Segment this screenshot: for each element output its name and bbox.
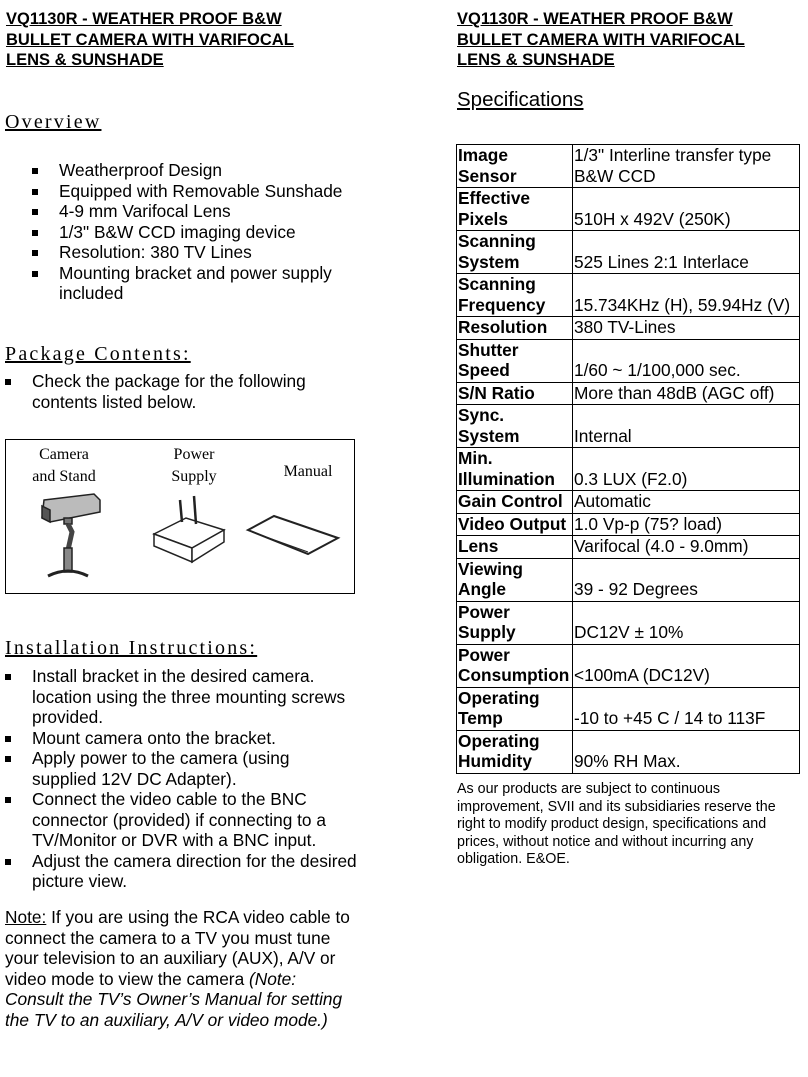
power-label-line: Supply [171,468,217,485]
list-item: Mount camera onto the bracket. [32,728,372,749]
spec-value [573,448,800,491]
spec-label-line: Humidity [458,751,532,771]
power-supply-illustration [146,494,231,566]
list-item: Install bracket in the desired camera. location using the three mounting screws provided. [32,666,352,728]
list-item: Connect the video cable to the BNC connector (provided) if connecting to a TV/Monitor or DVR with a BNC input. [32,789,337,851]
spec-label [457,513,573,536]
spec-value [573,687,800,730]
spec-label [457,491,573,514]
camera-label-line: and Stand [32,468,96,485]
spec-row [457,491,800,514]
spec-label [457,405,573,448]
spec-row [457,536,800,559]
spec-label [457,382,573,405]
spec-label-line: Image [458,145,508,165]
right-title-line: VQ1130R - WEATHER PROOF B&W [457,10,733,28]
camera-stand-illustration [34,492,109,584]
spec-value-line: 0.3 LUX (F2.0) [574,468,688,489]
spec-label-line: Sensor [458,165,517,186]
list-item: Check the package for the following contents listed below. [32,371,332,412]
list-item: 1/3" B&W CCD imaging device [59,222,389,243]
installation-list [32,666,372,892]
spec-value-line: Varifocal (4.0 - 9.0mm) [574,536,749,556]
camera-label-line: Camera [39,446,89,463]
spec-row [457,730,800,773]
camera-label [24,444,104,488]
spec-label-line: Temp [458,708,503,728]
spec-value [573,145,800,188]
spec-label [457,145,573,188]
spec-row [457,145,800,188]
power-label-line: Power [173,446,215,463]
list-item: 4-9 mm Varifocal Lens [59,201,389,222]
spec-value [573,558,800,601]
spec-row [457,405,800,448]
spec-label [457,687,573,730]
list-item: Adjust the camera direction for the desired picture view. [32,851,362,892]
right-title-line: LENS & SUNSHADE [457,51,615,69]
spec-label-line: Consumption [458,665,570,685]
spec-label [457,274,573,317]
power-supply-label [154,444,234,488]
spec-label-line: S/N Ratio [458,382,535,403]
spec-label [457,730,573,773]
overview-list [59,160,389,304]
spec-value [573,491,800,514]
spec-row [457,644,800,687]
note-text: If you are using the RCA video cable to connect the camera to a TV you must tune your television to an auxiliary (AUX), A/V or video mode to view the camera [5,907,350,989]
disclaimer: As our products are subject to continuous improvement, SVII and its subsidiaries reserve the right to modify product design, specifications and prices, without notice and without incurring any obligation. E&OE. [457,781,776,867]
spec-value-line: -10 to +45 C / 14 to 113F [574,708,766,728]
spec-label-line: Pixels [458,208,508,229]
spec-label-line: Frequency [458,294,546,315]
spec-row [457,317,800,340]
spec-value [573,382,800,405]
spec-row [457,687,800,730]
package-contents-box [5,439,355,594]
package-intro-list [32,371,332,412]
spec-label [457,339,573,382]
spec-label-line: Operating [458,687,540,708]
spec-value [573,730,800,773]
right-title [457,9,745,71]
spec-value-line: 39 - 92 Degrees [574,579,698,599]
spec-row [457,339,800,382]
spec-value [573,536,800,559]
note-paragraph [5,907,355,1030]
left-title-line: BULLET CAMERA WITH VARIFOCAL [6,30,294,49]
spec-value [573,339,800,382]
spec-row [457,382,800,405]
spec-value-line: More than 48dB (AGC off) [574,382,775,403]
spec-label-line: Angle [458,579,507,599]
spec-label-line: Illumination [458,468,555,489]
spec-value [573,231,800,274]
spec-label [457,317,573,340]
spec-label [457,188,573,231]
spec-row [457,513,800,536]
spec-label-line: Power [458,644,510,665]
spec-label [457,558,573,601]
spec-value [573,405,800,448]
spec-value-line: 510H x 492V (250K) [574,208,731,229]
spec-value-line: 1/60 ~ 1/100,000 sec. [574,360,741,380]
note-italic: (Note: Consult the TV’s Owner’s Manual for setting the TV to an auxiliary, A/V or video mode.) [5,968,343,1030]
spec-label-line: Operating [458,730,540,751]
overview-heading: Overview [5,111,102,133]
left-title [6,9,294,71]
list-item: Equipped with Removable Sunshade [59,181,389,202]
spec-value-line: <100mA (DC12V) [574,665,710,685]
spec-label [457,231,573,274]
spec-value [573,317,800,340]
list-item: Apply power to the camera (using supplied 12V DC Adapter). [32,748,352,789]
spec-label [457,644,573,687]
spec-row [457,274,800,317]
spec-label-line: Viewing [458,558,523,579]
note-label: Note: [5,907,47,927]
spec-value-line: Internal [574,425,632,446]
spec-label-line: Sync. [458,405,505,425]
list-item [59,263,389,304]
left-title-line: VQ1130R - WEATHER PROOF B&W [6,10,282,28]
spec-row [457,558,800,601]
spec-row [457,231,800,274]
spec-label-line: Power [458,601,510,622]
spec-value-line: 380 TV-Lines [574,317,676,337]
list-item: Resolution: 380 TV Lines [59,242,389,263]
spec-label [457,536,573,559]
spec-label [457,448,573,491]
spec-label-line: Resolution [458,317,548,337]
list-item-text: Mounting bracket and power supply included [59,262,332,303]
spec-label-line: Video Output [458,513,567,534]
installation-heading: Installation Instructions: [5,637,258,659]
spec-label-line: Effective [458,188,531,208]
camera-icon [42,494,100,576]
spec-value-line: B&W CCD [574,165,656,186]
spec-label-line: Scanning [458,274,536,294]
spec-label-line: System [458,251,520,272]
spec-value-line: Automatic [574,491,651,511]
spec-value-line: 525 Lines 2:1 Interlace [574,251,749,272]
list-item: Weatherproof Design [59,160,389,181]
spec-value-line: 1/3" Interline transfer type [574,145,772,165]
manual-illustration [244,510,344,560]
spec-label-line: Shutter [458,339,519,360]
spec-label-line: Supply [458,622,516,642]
spec-label-line: System [458,425,520,446]
spec-value-line: 1.0 Vp-p (75? load) [574,513,722,534]
manual-icon [248,516,338,554]
spec-label-line: Lens [458,536,499,556]
specifications-table [456,144,800,774]
right-title-line: BULLET CAMERA WITH VARIFOCAL [457,30,745,49]
spec-label-line: Gain Control [458,491,563,511]
spec-value-line: DC12V ± 10% [574,622,684,642]
spec-row [457,188,800,231]
spec-row [457,601,800,644]
spec-value-line: 90% RH Max. [574,751,681,771]
left-title-line: LENS & SUNSHADE [6,51,164,69]
spec-label-line: Speed [458,360,510,380]
package-heading: Package Contents: [5,343,191,365]
spec-value [573,513,800,536]
manual-label: Manual [283,463,333,480]
spec-row [457,448,800,491]
power-adapter-icon [154,496,224,562]
spec-label-line: Scanning [458,231,536,251]
spec-value-line: 15.734KHz (H), 59.94Hz (V) [574,294,791,315]
specifications-heading: Specifications [457,88,584,111]
spec-value [573,644,800,687]
spec-label-line: Min. [458,448,493,468]
spec-value [573,274,800,317]
spec-label [457,601,573,644]
spec-value [573,601,800,644]
spec-value [573,188,800,231]
